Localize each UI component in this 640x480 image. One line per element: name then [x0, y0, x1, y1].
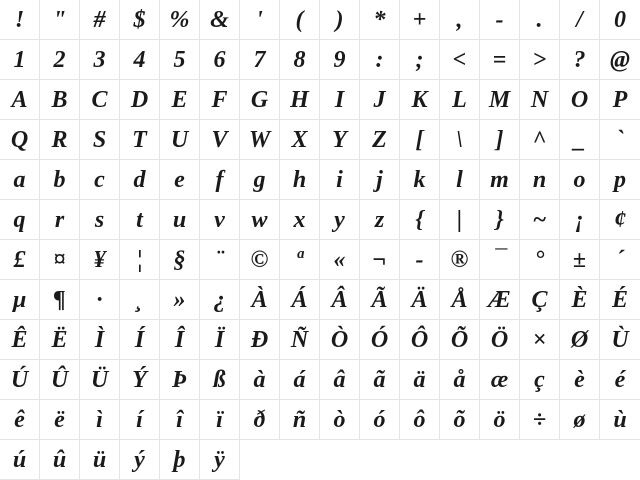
glyph-cell: O — [560, 80, 600, 120]
glyph-cell: ¤ — [40, 240, 80, 280]
glyph-cell: - — [400, 240, 440, 280]
glyph-cell: : — [360, 40, 400, 80]
glyph-cell: » — [160, 280, 200, 320]
glyph-cell: ¥ — [80, 240, 120, 280]
glyph-cell: á — [280, 360, 320, 400]
glyph-cell: I — [320, 80, 360, 120]
glyph-cell: J — [360, 80, 400, 120]
glyph-cell: y — [320, 200, 360, 240]
glyph-cell: , — [440, 0, 480, 40]
glyph-cell: Ü — [80, 360, 120, 400]
glyph-cell: z — [360, 200, 400, 240]
glyph-cell: p — [600, 160, 640, 200]
glyph-cell: ö — [480, 400, 520, 440]
glyph-cell: ® — [440, 240, 480, 280]
glyph-cell: ñ — [280, 400, 320, 440]
glyph-cell: + — [400, 0, 440, 40]
glyph-cell: $ — [120, 0, 160, 40]
glyph-cell: > — [520, 40, 560, 80]
glyph-cell: / — [560, 0, 600, 40]
glyph-cell: g — [240, 160, 280, 200]
glyph-cell: u — [160, 200, 200, 240]
glyph-cell: Â — [320, 280, 360, 320]
glyph-cell: ¨ — [200, 240, 240, 280]
glyph-cell: Ú — [0, 360, 40, 400]
glyph-cell: Û — [40, 360, 80, 400]
glyph-cell: ó — [360, 400, 400, 440]
glyph-cell: ( — [280, 0, 320, 40]
glyph-cell: B — [40, 80, 80, 120]
glyph-cell: W — [240, 120, 280, 160]
glyph-cell: 6 — [200, 40, 240, 80]
glyph-cell: ^ — [520, 120, 560, 160]
glyph-cell: v — [200, 200, 240, 240]
glyph-cell: · — [80, 280, 120, 320]
glyph-cell: % — [160, 0, 200, 40]
glyph-cell: ; — [400, 40, 440, 80]
glyph-cell: j — [360, 160, 400, 200]
glyph-cell: n — [520, 160, 560, 200]
glyph-cell: x — [280, 200, 320, 240]
glyph-cell: \ — [440, 120, 480, 160]
glyph-cell: ò — [320, 400, 360, 440]
glyph-cell: . — [520, 0, 560, 40]
glyph-cell: Ð — [240, 320, 280, 360]
glyph-cell: X — [280, 120, 320, 160]
glyph-cell: Ù — [600, 320, 640, 360]
glyph-cell: û — [40, 440, 80, 480]
glyph-cell: ' — [240, 0, 280, 40]
glyph-cell: ± — [560, 240, 600, 280]
glyph-cell: " — [40, 0, 80, 40]
glyph-cell: a — [0, 160, 40, 200]
glyph-cell: A — [0, 80, 40, 120]
glyph-cell: ë — [40, 400, 80, 440]
glyph-cell: Þ — [160, 360, 200, 400]
glyph-cell: @ — [600, 40, 640, 80]
glyph-cell: V — [200, 120, 240, 160]
glyph-cell: × — [520, 320, 560, 360]
glyph-cell: Ö — [480, 320, 520, 360]
glyph-cell: ¸ — [120, 280, 160, 320]
glyph-cell: h — [280, 160, 320, 200]
glyph-cell: ÿ — [200, 440, 240, 480]
glyph-cell: [ — [400, 120, 440, 160]
glyph-cell: M — [480, 80, 520, 120]
glyph-cell: ¶ — [40, 280, 80, 320]
glyph-cell: H — [280, 80, 320, 120]
glyph-cell: ] — [480, 120, 520, 160]
glyph-cell: 2 — [40, 40, 80, 80]
glyph-cell: * — [360, 0, 400, 40]
glyph-cell: à — [240, 360, 280, 400]
glyph-cell: Ì — [80, 320, 120, 360]
glyph-cell: R — [40, 120, 80, 160]
glyph-cell: t — [120, 200, 160, 240]
glyph-cell: þ — [160, 440, 200, 480]
glyph-cell: â — [320, 360, 360, 400]
glyph-cell: Ç — [520, 280, 560, 320]
glyph-cell: E — [160, 80, 200, 120]
glyph-cell: ô — [400, 400, 440, 440]
glyph-cell: ä — [400, 360, 440, 400]
glyph-cell: ? — [560, 40, 600, 80]
glyph-cell: } — [480, 200, 520, 240]
glyph-cell: À — [240, 280, 280, 320]
glyph-cell: k — [400, 160, 440, 200]
glyph-cell: { — [400, 200, 440, 240]
glyph-cell: µ — [0, 280, 40, 320]
glyph-cell: ÷ — [520, 400, 560, 440]
glyph-cell: ¦ — [120, 240, 160, 280]
glyph-cell: Y — [320, 120, 360, 160]
glyph-cell: ° — [520, 240, 560, 280]
glyph-cell: ý — [120, 440, 160, 480]
glyph-cell: c — [80, 160, 120, 200]
glyph-cell: è — [560, 360, 600, 400]
glyph-cell: C — [80, 80, 120, 120]
glyph-cell: ¯ — [480, 240, 520, 280]
glyph-cell: 9 — [320, 40, 360, 80]
glyph-cell: s — [80, 200, 120, 240]
glyph-cell: 0 — [600, 0, 640, 40]
glyph-cell: e — [160, 160, 200, 200]
glyph-cell: Í — [120, 320, 160, 360]
glyph-cell: i — [320, 160, 360, 200]
glyph-cell: © — [240, 240, 280, 280]
glyph-cell: ì — [80, 400, 120, 440]
glyph-cell: D — [120, 80, 160, 120]
glyph-cell: ê — [0, 400, 40, 440]
glyph-cell: ¢ — [600, 200, 640, 240]
glyph-cell: Ý — [120, 360, 160, 400]
glyph-cell: Ä — [400, 280, 440, 320]
glyph-cell: _ — [560, 120, 600, 160]
glyph-cell: ¿ — [200, 280, 240, 320]
glyph-cell: G — [240, 80, 280, 120]
glyph-cell: N — [520, 80, 560, 120]
glyph-cell: 3 — [80, 40, 120, 80]
glyph-cell: b — [40, 160, 80, 200]
glyph-cell: ` — [600, 120, 640, 160]
glyph-cell: Æ — [480, 280, 520, 320]
glyph-cell: L — [440, 80, 480, 120]
glyph-cell: ø — [560, 400, 600, 440]
glyph-cell: 1 — [0, 40, 40, 80]
glyph-cell: ï — [200, 400, 240, 440]
glyph-cell: ´ — [600, 240, 640, 280]
glyph-cell: õ — [440, 400, 480, 440]
glyph-cell: S — [80, 120, 120, 160]
glyph-cell: Õ — [440, 320, 480, 360]
glyph-cell: # — [80, 0, 120, 40]
glyph-cell: ¡ — [560, 200, 600, 240]
glyph-cell: ª — [280, 240, 320, 280]
glyph-cell: Ï — [200, 320, 240, 360]
glyph-cell: Ò — [320, 320, 360, 360]
glyph-cell: í — [120, 400, 160, 440]
glyph-cell: ! — [0, 0, 40, 40]
glyph-cell: é — [600, 360, 640, 400]
glyph-cell: o — [560, 160, 600, 200]
glyph-cell: È — [560, 280, 600, 320]
glyph-cell: Î — [160, 320, 200, 360]
glyph-cell: w — [240, 200, 280, 240]
glyph-cell: f — [200, 160, 240, 200]
glyph-cell: m — [480, 160, 520, 200]
glyph-cell: l — [440, 160, 480, 200]
glyph-cell: Ê — [0, 320, 40, 360]
glyph-cell: ù — [600, 400, 640, 440]
glyph-cell: Q — [0, 120, 40, 160]
glyph-cell: ú — [0, 440, 40, 480]
glyph-cell: = — [480, 40, 520, 80]
glyph-cell: Ñ — [280, 320, 320, 360]
glyph-cell: Ã — [360, 280, 400, 320]
glyph-cell: ~ — [520, 200, 560, 240]
glyph-cell: æ — [480, 360, 520, 400]
glyph-cell: § — [160, 240, 200, 280]
glyph-cell: ü — [80, 440, 120, 480]
glyph-cell: q — [0, 200, 40, 240]
glyph-cell: Ë — [40, 320, 80, 360]
glyph-cell: K — [400, 80, 440, 120]
glyph-cell: 7 — [240, 40, 280, 80]
glyph-cell: î — [160, 400, 200, 440]
glyph-cell: T — [120, 120, 160, 160]
glyph-cell: « — [320, 240, 360, 280]
glyph-cell: Ø — [560, 320, 600, 360]
glyph-cell: P — [600, 80, 640, 120]
glyph-cell: ¬ — [360, 240, 400, 280]
glyph-cell: ß — [200, 360, 240, 400]
glyph-cell: & — [200, 0, 240, 40]
glyph-cell: r — [40, 200, 80, 240]
glyph-cell: ç — [520, 360, 560, 400]
glyph-cell: ð — [240, 400, 280, 440]
glyph-cell: - — [480, 0, 520, 40]
glyph-cell: F — [200, 80, 240, 120]
glyph-cell: Ô — [400, 320, 440, 360]
glyph-cell: ) — [320, 0, 360, 40]
glyph-cell: £ — [0, 240, 40, 280]
glyph-cell: < — [440, 40, 480, 80]
glyph-cell: | — [440, 200, 480, 240]
glyph-cell: U — [160, 120, 200, 160]
glyph-cell: Ó — [360, 320, 400, 360]
glyph-cell: Å — [440, 280, 480, 320]
glyph-cell: å — [440, 360, 480, 400]
glyph-cell: ã — [360, 360, 400, 400]
glyph-cell: Á — [280, 280, 320, 320]
glyph-cell: Z — [360, 120, 400, 160]
glyph-cell: 4 — [120, 40, 160, 80]
glyph-cell: 5 — [160, 40, 200, 80]
glyph-cell: É — [600, 280, 640, 320]
glyph-cell: d — [120, 160, 160, 200]
glyph-cell: 8 — [280, 40, 320, 80]
